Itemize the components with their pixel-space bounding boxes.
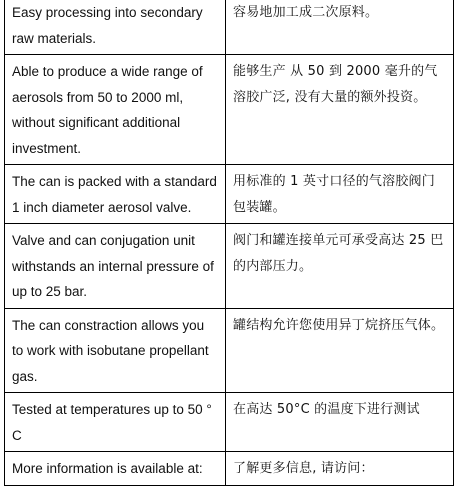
table-row — [5, 0, 454, 55]
table-row — [5, 224, 454, 309]
english-cell: The can is packed with a standard 1 inch diameter aerosol valve. — [5, 165, 226, 224]
table-row — [5, 165, 454, 224]
english-cell: Easy processing into secondary raw materials. — [5, 0, 226, 55]
chinese-cell: 阀门和罐连接单元可承受高达 25 巴的内部压力。 — [226, 224, 454, 309]
table-row — [5, 393, 454, 452]
english-cell: Able to produce a wide range of aerosols from 50 to 2000 ml, without significant additional investment. — [5, 55, 226, 165]
chinese-cell: 容易地加工成二次原料。 — [226, 0, 454, 55]
chinese-cell: 罐结构允许您使用异丁烷挤压气体。 — [226, 308, 454, 393]
chinese-cell: 能够生产 从 50 到 2000 毫升的气溶胶广泛, 没有大量的额外投资。 — [226, 55, 454, 165]
table-row — [5, 55, 454, 165]
english-cell: Valve and can conjugation unit withstands an internal pressure of up to 25 bar. — [5, 224, 226, 309]
english-cell: The can constraction allows you to work with isobutane propellant gas. — [5, 308, 226, 393]
comparison-table-container — [4, 0, 454, 486]
table-row — [5, 452, 454, 486]
chinese-cell: 在高达 50°C 的温度下进行测试 — [226, 393, 454, 452]
table-row — [5, 308, 454, 393]
english-cell: Tested at temperatures up to 50 ° C — [5, 393, 226, 452]
bilingual-feature-table — [4, 0, 454, 486]
chinese-cell: 了解更多信息, 请访问： — [226, 452, 454, 486]
chinese-cell: 用标准的 1 英寸口径的气溶胶阀门包装罐。 — [226, 165, 454, 224]
english-cell: More information is available at: — [5, 452, 226, 486]
